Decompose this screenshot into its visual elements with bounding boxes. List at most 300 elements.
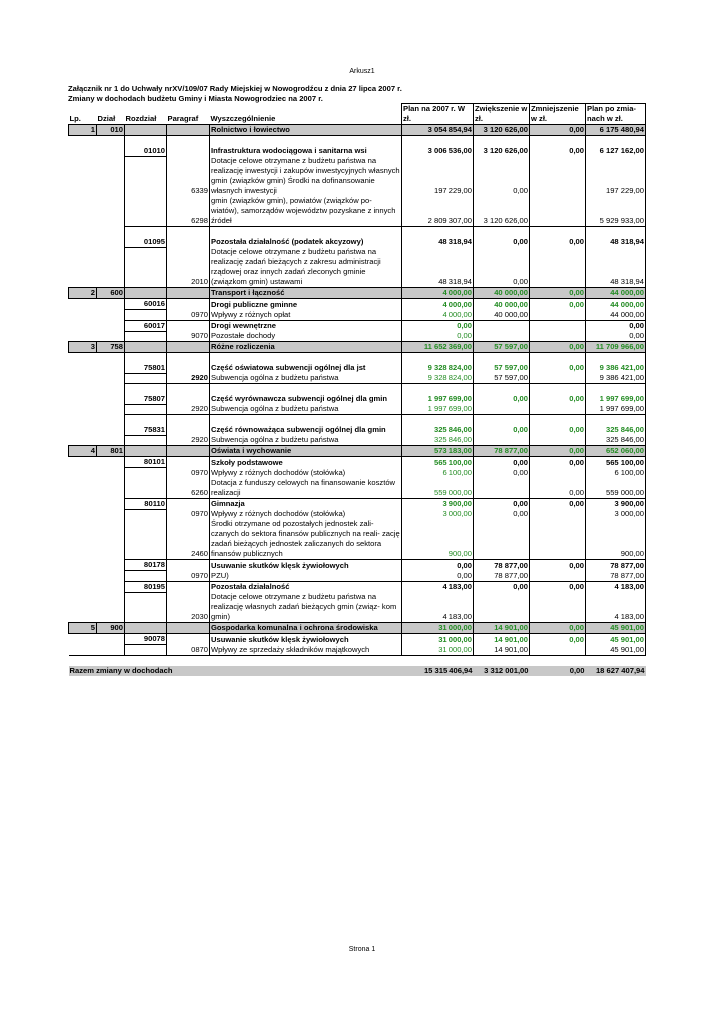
cell-plan-po: 900,00 <box>586 519 646 560</box>
cell-wyszczegolnienie: Dotacje celowe otrzymane z budżetu państwa na realizację zadań bieżących z zakresu administracji rządowej oraz innych zadań zleconych gminie (związkom gmin) ustawami <box>210 247 402 288</box>
cell-plan-po: 0,00 <box>586 331 646 342</box>
item-row <box>69 509 646 519</box>
cell-zmniejszenie: 0,00 <box>530 384 586 405</box>
item-row <box>69 592 646 623</box>
item-row <box>69 331 646 342</box>
cell-plan-po: 4 183,00 <box>586 581 646 592</box>
cell-zwiekszenie: 40 000,00 <box>474 288 530 299</box>
cell-zmniejszenie: 0,00 <box>530 498 586 509</box>
col-zmniejszenie: Zmniejszenie w zł. <box>530 104 586 125</box>
cell-lp <box>69 560 97 571</box>
cell-zwiekszenie <box>474 435 530 446</box>
col-paragraf: Paragraf <box>167 104 210 125</box>
cell-wyszczegolnienie: Wpływy z różnych dochodów (stołówka) <box>210 468 402 478</box>
cell-lp <box>69 592 97 623</box>
cell-rozdzial: 01095 <box>125 227 167 248</box>
cell-lp <box>69 509 97 519</box>
cell-rozdzial <box>125 247 167 288</box>
cell-wyszczegolnienie: Transport i łączność <box>210 288 402 299</box>
cell-zmniejszenie <box>530 247 586 288</box>
section-row <box>69 342 646 353</box>
spacer-row <box>69 655 646 666</box>
cell-plan: 559 000,00 <box>402 478 474 499</box>
total-zmniejszenie: 0,00 <box>530 666 586 676</box>
item-row <box>69 247 646 288</box>
cell-plan-po: 48 318,94 <box>586 227 646 248</box>
cell-rozdzial: 80195 <box>125 581 167 592</box>
cell-plan: 0,00 <box>402 571 474 582</box>
cell-zwiekszenie: 0,00 <box>474 384 530 405</box>
cell-zwiekszenie <box>474 478 530 499</box>
cell-wyszczegolnienie: Pozostała działalność <box>210 581 402 592</box>
cell-wyszczegolnienie: Dotacje celowe otrzymane z budżetu państwa na realizację inwestycji i zakupów inwestycyjnych własnych gmin (związków gmin) Środki na dofinansowanie własnych inwestycji <box>211 156 400 195</box>
cell-zmniejszenie: 0,00 <box>530 288 586 299</box>
cell-dzial <box>97 415 125 436</box>
cell-plan: 4 000,00 <box>402 288 474 299</box>
cell-lp <box>69 634 97 645</box>
cell-dzial <box>97 310 125 321</box>
cell-lp <box>69 384 97 405</box>
cell-paragraf: 2030 <box>167 592 210 623</box>
spacer-cell <box>167 655 210 666</box>
cell-plan-po: 45 901,00 <box>586 623 646 634</box>
cell-dzial: 600 <box>97 288 125 299</box>
cell-zmniejszenie: 0,00 <box>530 560 586 571</box>
cell-rozdzial <box>125 592 167 623</box>
cell-zwiekszenie: 78 877,00 <box>474 446 530 457</box>
cell-dzial <box>97 353 125 374</box>
cell-plan: 11 652 369,00 <box>402 342 474 353</box>
cell-dzial <box>97 156 125 196</box>
document-heading: Załącznik nr 1 do Uchwały nrXV/109/07 Rady Miejskiej w Nowogrodźcu z dnia 27 lipca 2007 r. <box>68 84 402 93</box>
cell-lp <box>69 404 97 415</box>
cell-zmniejszenie: 0,00 <box>530 623 586 634</box>
cell-plan-po: 325 846,00 <box>586 435 646 446</box>
total-plan: 15 315 406,94 <box>402 666 474 676</box>
cell-rozdzial: 80101 <box>125 457 167 468</box>
cell-plan: 900,00 <box>402 519 474 560</box>
cell-plan: 4 000,00 <box>402 299 474 310</box>
cell-plan: 1 997 699,00 <box>402 384 474 405</box>
subsection-row <box>69 581 646 592</box>
cell-wyszczegolnienie: Wpływy ze sprzedaży składników majątkowych <box>210 645 402 656</box>
cell-paragraf: 2920 <box>167 373 210 384</box>
cell-wyszczegolnienie: Infrastruktura wodociągowa i sanitarna wsi <box>210 136 402 157</box>
cell-plan-po: 3 900,00 <box>586 498 646 509</box>
cell-wyszczegolnienie: Część równoważąca subwencji ogólnej dla gmin <box>210 415 402 436</box>
cell-zwiekszenie <box>474 404 530 415</box>
cell-paragraf <box>167 415 210 436</box>
cell-zwiekszenie: 0,00 <box>474 227 530 248</box>
cell-zwiekszenie: 57 597,00 <box>474 342 530 353</box>
cell-zwiekszenie <box>474 320 530 331</box>
cell-zmniejszenie <box>530 435 586 446</box>
cell-dzial <box>97 227 125 248</box>
cell-lp: 4 <box>69 446 97 457</box>
cell-plan-po: 565 100,00 <box>586 457 646 468</box>
cell-rozdzial <box>125 478 167 499</box>
spacer-cell <box>97 655 125 666</box>
cell-rozdzial <box>125 125 167 136</box>
cell-plan-po: 652 060,00 <box>586 446 646 457</box>
cell-rozdzial <box>125 310 167 321</box>
subsection-row <box>69 415 646 436</box>
cell-plan: 31 000,00 <box>402 634 474 645</box>
cell-wyszczegolnienie: Pozostałe dochody <box>210 331 402 342</box>
cell-rozdzial <box>125 373 167 384</box>
cell-paragraf <box>167 384 210 405</box>
cell-dzial <box>97 581 125 592</box>
cell-plan: 4 183,00 <box>402 592 474 623</box>
cell-zwiekszenie: 3 120 626,00 <box>474 196 530 227</box>
cell-paragraf: 2010 <box>167 247 210 288</box>
col-dzial: Dział <box>97 104 125 125</box>
cell-lp <box>69 310 97 321</box>
cell-wyszczegolnienie: Pozostała działalność (podatek akcyzowy) <box>210 227 402 248</box>
cell-paragraf <box>167 581 210 592</box>
cell-zmniejszenie: 0,00 <box>530 136 586 157</box>
cell-plan-po: 325 846,00 <box>586 415 646 436</box>
col-plan-po: Plan po zmia- nach w zł. <box>586 104 646 125</box>
cell-dzial: 010 <box>97 125 125 136</box>
cell-zwiekszenie: 14 901,00 <box>474 634 530 645</box>
cell-zmniejszenie: 0,00 <box>530 353 586 374</box>
item-row <box>69 156 646 196</box>
cell-lp: 1 <box>69 125 97 136</box>
cell-zmniejszenie: 0,00 <box>530 415 586 436</box>
cell-paragraf: 6260 <box>167 478 210 499</box>
cell-rozdzial <box>125 404 167 415</box>
cell-plan-po: 6 175 480,94 <box>586 125 646 136</box>
cell-rozdzial <box>125 342 167 353</box>
item-row <box>69 468 646 478</box>
cell-wyszczegolnienie: Drogi publiczne gminne <box>210 299 402 310</box>
subsection-row <box>69 299 646 310</box>
income-changes-table <box>68 103 646 676</box>
cell-wyszczegolnienie: gmin (związków gmin), powiatów (związków po- wiatów), samorządów województw pozyskane z innych źródeł <box>210 196 402 227</box>
cell-dzial: 801 <box>97 446 125 457</box>
spacer-cell <box>125 655 167 666</box>
cell-plan-po: 0,00 <box>586 320 646 331</box>
spacer-cell <box>586 655 646 666</box>
cell-dzial <box>97 634 125 645</box>
subsection-row <box>69 227 646 248</box>
cell-plan: 48 318,94 <box>402 247 474 288</box>
cell-dzial <box>97 331 125 342</box>
section-row <box>69 288 646 299</box>
cell-wyszczegolnienie: Gimnazja <box>210 498 402 509</box>
cell-paragraf <box>167 446 210 457</box>
cell-lp <box>69 581 97 592</box>
spacer-cell <box>402 655 474 666</box>
cell-rozdzial <box>125 446 167 457</box>
item-row <box>69 310 646 321</box>
item-row <box>69 196 646 227</box>
cell-zwiekszenie: 14 901,00 <box>474 623 530 634</box>
cell-wyszczegolnienie: Rolnictwo i łowiectwo <box>210 125 402 136</box>
cell-plan-po: 78 877,00 <box>586 571 646 582</box>
cell-lp <box>69 247 97 288</box>
cell-dzial <box>97 519 125 560</box>
cell-plan-po: 9 386 421,00 <box>586 373 646 384</box>
cell-lp: 3 <box>69 342 97 353</box>
cell-rozdzial <box>125 468 167 478</box>
cell-rozdzial <box>125 509 167 519</box>
cell-lp <box>69 645 97 656</box>
cell-zwiekszenie: 78 877,00 <box>474 560 530 571</box>
cell-plan-po: 78 877,00 <box>586 560 646 571</box>
cell-paragraf: 0870 <box>167 645 210 656</box>
section-row <box>69 623 646 634</box>
cell-lp <box>69 498 97 509</box>
cell-plan: 4 183,00 <box>402 581 474 592</box>
cell-paragraf <box>167 320 210 331</box>
cell-wyszczegolnienie: Różne rozliczenia <box>210 342 402 353</box>
cell-paragraf: 0970 <box>167 310 210 321</box>
cell-plan: 565 100,00 <box>402 457 474 468</box>
cell-rozdzial: 75831 <box>125 415 167 436</box>
cell-paragraf <box>167 227 210 248</box>
cell-wyszczegolnienie: PZU) <box>210 571 402 582</box>
cell-plan-po: 1 997 699,00 <box>586 404 646 415</box>
cell-plan-po: 48 318,94 <box>586 247 646 288</box>
cell-lp <box>69 227 97 248</box>
cell-dzial <box>97 247 125 288</box>
cell-rozdzial <box>125 331 167 342</box>
cell-zwiekszenie <box>474 592 530 623</box>
cell-zwiekszenie: 0,00 <box>474 415 530 436</box>
cell-wyszczegolnienie: Usuwanie skutków klęsk żywiołowych <box>210 634 402 645</box>
cell-zwiekszenie: 57 597,00 <box>474 373 530 384</box>
cell-plan: 6 100,00 <box>402 468 474 478</box>
cell-paragraf: 0970 <box>167 571 210 582</box>
cell-zwiekszenie: 0,00 <box>474 581 530 592</box>
cell-plan: 2 809 307,00 <box>402 196 474 227</box>
cell-lp: 5 <box>69 623 97 634</box>
cell-zwiekszenie: 0,00 <box>474 509 530 519</box>
cell-paragraf: 6298 <box>167 196 210 227</box>
cell-zmniejszenie <box>530 310 586 321</box>
cell-paragraf <box>167 136 210 157</box>
cell-plan: 31 000,00 <box>402 645 474 656</box>
cell-zwiekszenie: 0,00 <box>474 468 530 478</box>
cell-wyszczegolnienie: Część wyrównawcza subwencji ogólnej dla gmin <box>210 384 402 405</box>
cell-paragraf <box>167 342 210 353</box>
spacer-cell <box>69 655 97 666</box>
col-rozdzial: Rozdział <box>125 104 167 125</box>
cell-rozdzial <box>125 571 167 582</box>
cell-zmniejszenie: 0,00 <box>530 634 586 645</box>
cell-zmniejszenie: 0,00 <box>530 457 586 468</box>
cell-wyszczegolnienie: Dotacja z funduszy celowych na finansowanie kosztów realizacji <box>210 478 402 499</box>
cell-dzial <box>97 509 125 519</box>
item-row <box>69 404 646 415</box>
cell-lp <box>69 415 97 436</box>
cell-rozdzial: 90078 <box>125 634 167 645</box>
col-lp: Lp. <box>69 104 97 125</box>
cell-zmniejszenie <box>530 331 586 342</box>
cell-dzial <box>97 435 125 446</box>
cell-lp <box>69 571 97 582</box>
cell-plan-po: 1 997 699,00 <box>586 384 646 405</box>
cell-wyszczegolnienie: Część oświatowa subwencji ogólnej dla jst <box>210 353 402 374</box>
cell-plan-po: 45 901,00 <box>586 645 646 656</box>
cell-zmniejszenie: 0,00 <box>530 342 586 353</box>
cell-plan-po: 3 000,00 <box>586 509 646 519</box>
cell-dzial <box>97 136 125 157</box>
cell-plan: 3 006 536,00 <box>402 136 474 157</box>
cell-zwiekszenie: 40 000,00 <box>474 299 530 310</box>
cell-zwiekszenie: 14 901,00 <box>474 645 530 656</box>
cell-dzial <box>97 645 125 656</box>
cell-rozdzial <box>125 156 167 196</box>
cell-zmniejszenie: 0,00 <box>530 446 586 457</box>
cell-zmniejszenie <box>530 156 586 196</box>
cell-lp <box>69 519 97 560</box>
cell-plan-po: 6 127 162,00 <box>586 136 646 157</box>
cell-wyszczegolnienie: Subwencja ogólna z budżetu państwa <box>210 404 402 415</box>
cell-plan: 3 900,00 <box>402 498 474 509</box>
cell-paragraf <box>167 288 210 299</box>
cell-zmniejszenie <box>530 404 586 415</box>
cell-rozdzial: 01010 <box>125 136 167 157</box>
cell-plan: 0,00 <box>402 320 474 331</box>
cell-lp <box>69 435 97 446</box>
cell-wyszczegolnienie: Szkoły podstawowe <box>210 457 402 468</box>
table-header-row <box>69 104 646 125</box>
cell-lp <box>69 373 97 384</box>
cell-paragraf <box>167 457 210 468</box>
item-row <box>69 519 646 560</box>
subsection-row <box>69 457 646 468</box>
cell-plan: 4 000,00 <box>402 310 474 321</box>
cell-plan-po: 44 000,00 <box>586 288 646 299</box>
cell-plan: 325 846,00 <box>402 415 474 436</box>
total-zwiekszenie: 3 312 001,00 <box>474 666 530 676</box>
cell-zmniejszenie: 0,00 <box>530 125 586 136</box>
cell-lp <box>69 156 97 196</box>
cell-lp <box>69 299 97 310</box>
cell-dzial <box>97 478 125 499</box>
cell-rozdzial <box>125 645 167 656</box>
cell-zmniejszenie: 0,00 <box>530 581 586 592</box>
item-row <box>69 373 646 384</box>
cell-plan-po: 44 000,00 <box>586 299 646 310</box>
cell-lp <box>69 478 97 499</box>
subsection-row <box>69 136 646 157</box>
cell-zmniejszenie: 0,00 <box>530 299 586 310</box>
cell-zmniejszenie <box>530 519 586 560</box>
cell-wyszczegolnienie: Gospodarka komunalna i ochrona środowiska <box>210 623 402 634</box>
cell-lp <box>69 136 97 157</box>
cell-plan-po: 45 901,00 <box>586 634 646 645</box>
cell-paragraf <box>167 125 210 136</box>
cell-rozdzial: 60016 <box>125 299 167 310</box>
cell-plan: 197 229,00 <box>402 156 474 196</box>
subsection-row <box>69 384 646 405</box>
cell-wyszczegolnienie: Oświata i wychowanie <box>210 446 402 457</box>
cell-dzial <box>97 498 125 509</box>
cell-paragraf <box>167 634 210 645</box>
cell-plan: 9 328 824,00 <box>402 373 474 384</box>
cell-plan: 3 000,00 <box>402 509 474 519</box>
cell-plan-po: 44 000,00 <box>586 310 646 321</box>
cell-paragraf: 2920 <box>167 404 210 415</box>
section-row <box>69 125 646 136</box>
cell-rozdzial: 75801 <box>125 353 167 374</box>
cell-rozdzial <box>125 288 167 299</box>
cell-plan-po: 5 929 933,00 <box>586 196 646 227</box>
cell-plan: 0,00 <box>402 331 474 342</box>
section-row <box>69 446 646 457</box>
cell-paragraf <box>167 299 210 310</box>
cell-dzial <box>97 196 125 227</box>
total-row <box>69 666 646 676</box>
cell-zwiekszenie <box>474 331 530 342</box>
cell-rozdzial <box>125 196 167 227</box>
cell-lp <box>69 353 97 374</box>
spacer-cell <box>210 655 402 666</box>
cell-plan-po: 197 229,00 <box>586 156 646 196</box>
cell-plan: 3 054 854,94 <box>402 125 474 136</box>
cell-lp <box>69 468 97 478</box>
cell-plan-po: 559 000,00 <box>586 478 646 499</box>
sheet-title: Arkusz1 <box>349 68 375 75</box>
cell-paragraf <box>167 623 210 634</box>
cell-dzial: 758 <box>97 342 125 353</box>
cell-plan: 573 183,00 <box>402 446 474 457</box>
cell-zmniejszenie <box>530 645 586 656</box>
cell-zwiekszenie <box>474 519 530 560</box>
cell-plan: 9 328 824,00 <box>402 353 474 374</box>
cell-zwiekszenie: 0,00 <box>474 457 530 468</box>
total-plan-po: 18 627 407,94 <box>586 666 646 676</box>
page-footer: Strona 1 <box>348 946 376 953</box>
cell-wyszczegolnienie: Subwencja ogólna z budżetu państwa <box>210 373 402 384</box>
cell-paragraf <box>167 498 210 509</box>
cell-zwiekszenie: 0,00 <box>474 156 530 196</box>
cell-dzial <box>97 404 125 415</box>
cell-zmniejszenie <box>530 320 586 331</box>
cell-plan: 31 000,00 <box>402 623 474 634</box>
cell-plan-po: 11 709 966,00 <box>586 342 646 353</box>
cell-dzial <box>97 384 125 405</box>
cell-wyszczegolnienie: Wpływy z różnych dochodów (stołówka) <box>210 509 402 519</box>
cell-zwiekszenie: 0,00 <box>474 498 530 509</box>
subsection-row <box>69 320 646 331</box>
cell-zwiekszenie: 3 120 626,00 <box>474 125 530 136</box>
cell-wyszczegolnienie: Dotacje celowe otrzymane z budżetu państwa na realizację własnych zadań bieżących gmin (związ- kom gmin) <box>210 592 402 623</box>
cell-lp: 2 <box>69 288 97 299</box>
item-row <box>69 571 646 582</box>
cell-paragraf: 2920 <box>167 435 210 446</box>
cell-zmniejszenie: 0,00 <box>530 478 586 499</box>
cell-zwiekszenie: 40 000,00 <box>474 310 530 321</box>
cell-plan-po: 9 386 421,00 <box>586 353 646 374</box>
cell-wyszczegolnienie: Drogi wewnętrzne <box>210 320 402 331</box>
cell-dzial <box>97 299 125 310</box>
cell-paragraf: 6339 <box>167 156 210 196</box>
cell-rozdzial <box>125 623 167 634</box>
cell-zmniejszenie: 0,00 <box>530 227 586 248</box>
cell-dzial <box>97 592 125 623</box>
cell-paragraf <box>167 560 210 571</box>
cell-dzial: 900 <box>97 623 125 634</box>
cell-zwiekszenie: 78 877,00 <box>474 571 530 582</box>
document-subheading: Zmiany w dochodach budżetu Gminy i Miasta Nowogrodziec na 2007 r. <box>68 94 323 103</box>
cell-plan: 325 846,00 <box>402 435 474 446</box>
cell-rozdzial: 80178 <box>125 560 167 571</box>
